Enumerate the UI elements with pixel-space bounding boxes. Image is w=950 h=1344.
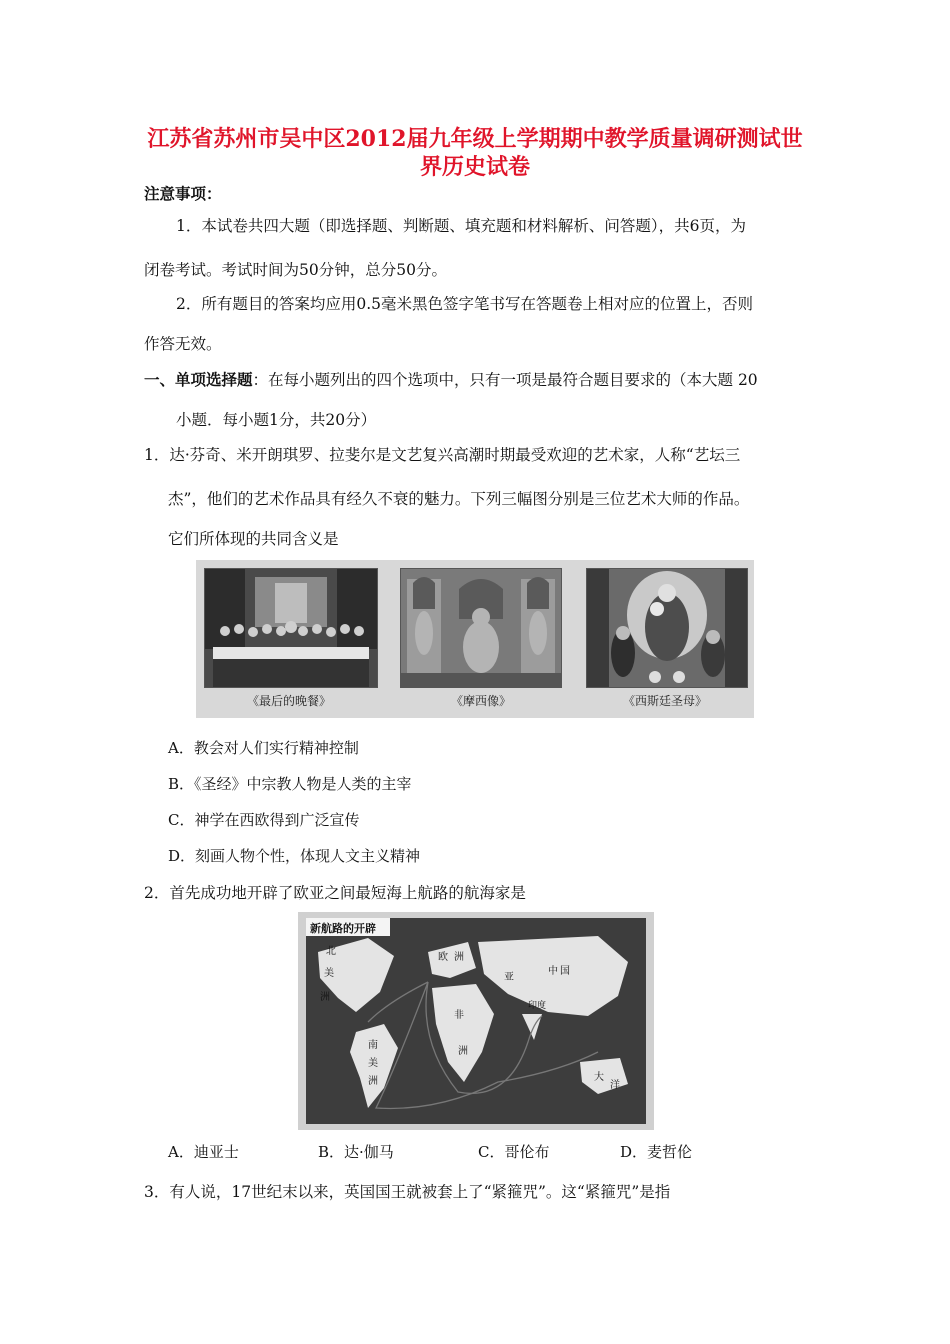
notice-item-1: 1．本试卷共四大题（即选择题、判断题、填充题和材料解析、问答题），共6页，为 [176,217,746,235]
question-2-option-a: A．迪亚士 [168,1143,239,1161]
question-1-stem: 1．达·芬奇、米开朗琪罗、拉斐尔是文艺复兴高潮时期最受欢迎的艺术家，人称“艺坛三 [144,446,741,464]
notice-heading: 注意事项： [144,184,222,203]
question-2-map [298,912,654,1130]
question-1-stem-cont-2: 它们所体现的共同含义是 [168,530,339,548]
map-label-asia: 亚 [504,972,514,983]
paper-title-line-1: 江苏省苏州市吴中区2012届九年级上学期期中教学质量调研测试世 [147,126,803,152]
caption-last-supper: 《最后的晚餐》 [246,694,331,708]
question-1-option-a: A．教会对人们实行精神控制 [168,739,359,757]
map-label-america-1: 美 [324,968,334,979]
moses-statue-image [400,568,562,688]
map-label-china-1: 中 [548,966,558,977]
question-3-stem: 3．有人说，17世纪末以来，英国国王就被套上了“紧箍咒”。这“紧箍咒”是指 [144,1183,671,1201]
map-label-china-2: 国 [560,966,570,977]
question-2-option-b: B．达·伽马 [318,1143,394,1161]
section-1-description-cont: 小题．每小题1分，共20分） [176,411,377,429]
map-label-europe: 欧 [438,952,448,963]
last-supper-image [204,568,378,688]
map-label-oceania-2: 洋 [610,1080,620,1091]
question-2-option-d: D．麦哲伦 [620,1143,693,1161]
question-1-option-d: D．刻画人物个性，体现人文主义精神 [168,847,421,865]
section-1-heading: 一、单项选择题 [144,370,253,389]
notice-item-1-cont: 闭卷考试。考试时间为50分钟，总分50分。 [144,261,447,279]
question-1-option-b: B．《圣经》中宗教人物是人类的主宰 [168,775,412,793]
paper-title-line-2: 界历史试卷 [419,154,530,180]
map-label-continent-2: 洲 [454,952,464,963]
map-label-south: 南 [368,1040,378,1051]
map-title: 新航路的开辟 [310,922,376,935]
map-label-continent-4: 洲 [368,1076,378,1087]
section-1-heading-line [144,368,758,390]
notice-item-2-cont: 作答无效。 [144,335,222,353]
question-2-stem: 2．首先成功地开辟了欧亚之间最短海上航路的航海家是 [144,884,526,902]
question-2-option-c: C．哥伦布 [478,1143,550,1161]
question-1-figure [196,560,754,718]
map-label-continent-1: 洲 [320,992,330,1003]
map-label-india: 印度 [528,1001,547,1011]
section-1-description: ：在每小题列出的四个选项中，只有一项是最符合题目要求的（本大题 20 [252,371,758,389]
question-1-stem-cont: 杰”，他们的艺术作品具有经久不衰的魅力。下列三幅图分别是三位艺术大师的作品。 [168,490,750,508]
map-label-continent-3: 洲 [458,1046,468,1057]
question-1-option-c: C．神学在西欧得到广泛宣传 [168,811,360,829]
sistine-madonna-image [586,568,748,688]
map-label-oceania-1: 大 [594,1072,604,1083]
map-label-north: 北 [326,946,336,957]
caption-sistine-madonna: 《西斯廷圣母》 [622,694,707,708]
caption-moses: 《摩西像》 [450,694,511,708]
notice-item-2: 2．所有题目的答案均应用0.5毫米黑色签字笔书写在答题卷上相对应的位置上，否则 [176,295,754,313]
map-label-america-2: 美 [368,1058,378,1069]
map-label-africa: 非 [454,1010,464,1021]
